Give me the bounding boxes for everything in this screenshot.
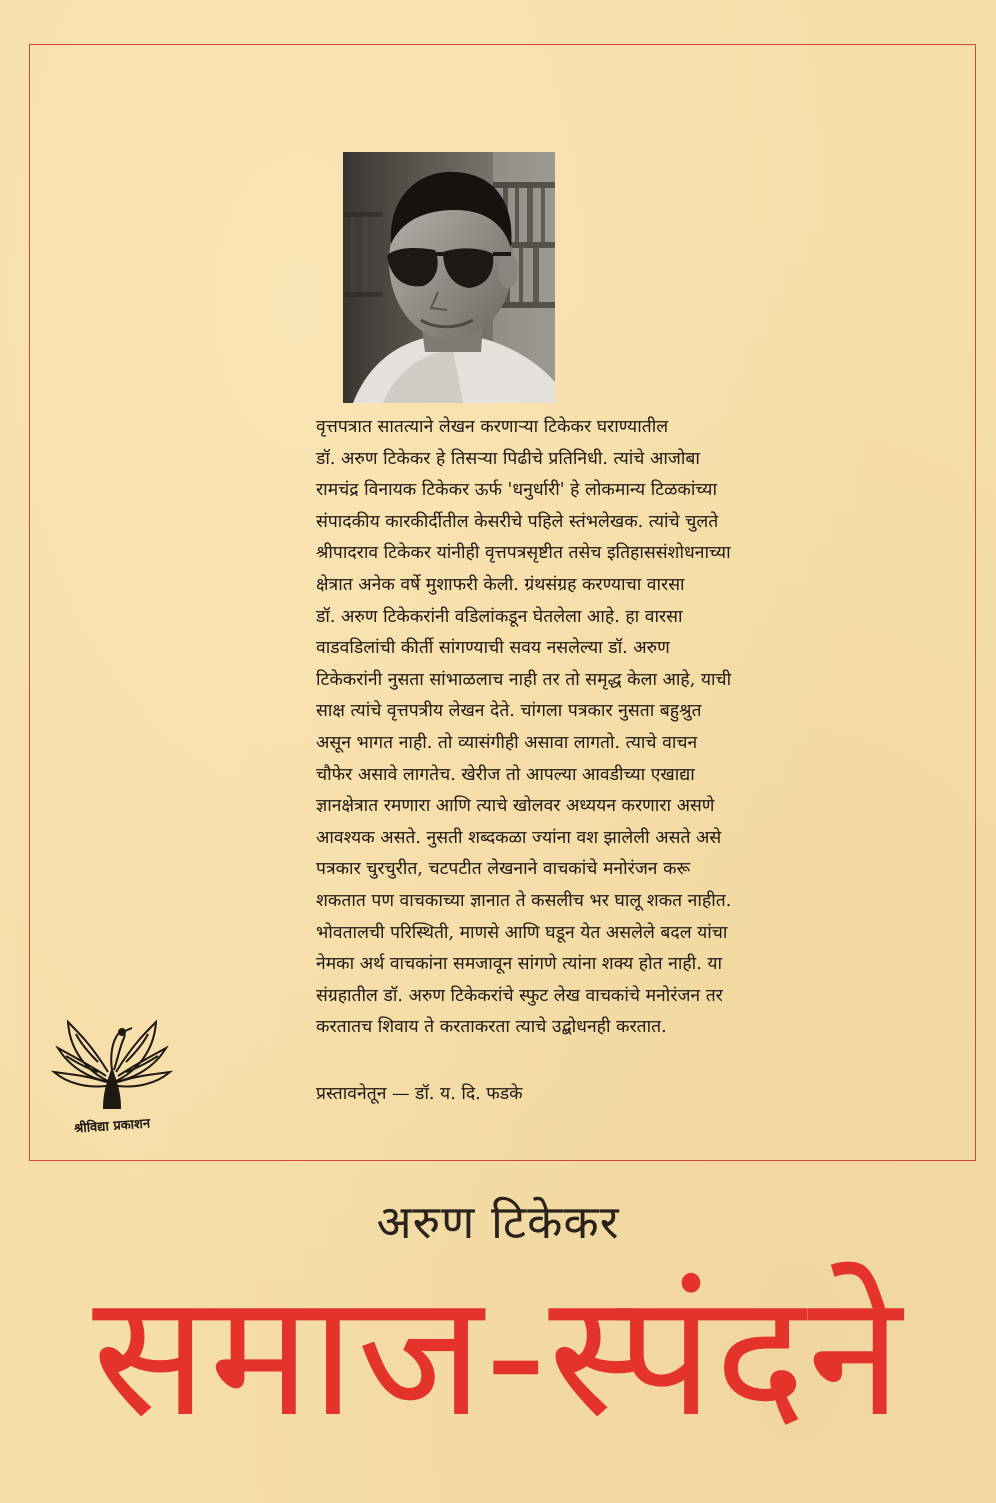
book-title: समाज-स्पंदने	[92, 1257, 904, 1455]
blurb-line: असून भागत नाही. तो व्यासंगीही असावा लागतो. त्याचे वाचन	[316, 732, 698, 753]
blurb-line: श्रीपादराव टिकेकर यांनीही वृत्तपत्रसृष्टीत तसेच इतिहाससंशोधनाच्या	[316, 543, 731, 564]
blurb-line: भोवतालची परिस्थिती, माणसे आणि घडून येत असलेले बदल यांचा	[316, 922, 728, 943]
blurb-line: साक्ष त्यांचे वृत्तपत्रीय लेखन देते. चांगला पत्रकार नुसता बहुश्रुत	[316, 701, 702, 722]
blurb-line: ज्ञानक्षेत्रात रमणारा आणि त्याचे खोलवर अध्ययन करणारा असणे	[316, 796, 715, 817]
author-photo	[343, 152, 555, 403]
blurb-line: पत्रकार चुरचुरीत, चटपटीत लेखनाने वाचकांचे मनोरंजन करू	[316, 859, 691, 880]
blurb-line: रामचंद्र विनायक टिकेकर ऊर्फ 'धनुर्धारी' हे लोकमान्य टिळकांच्या	[316, 480, 717, 501]
preface-credit: प्रस्तावनेतून — डॉ. य. दि. फडके	[316, 1084, 523, 1104]
blurb-line: डॉ. अरुण टिकेकर हे तिसऱ्या पिढीचे प्रतिनिधी. त्यांचे आजोबा	[316, 448, 700, 469]
blurb-line: संग्रहातील डॉ. अरुण टिकेकरांचे स्फुट लेख वाचकांचे मनोरंजन तर	[316, 985, 723, 1006]
blurb-line: डॉ. अरुण टिकेकरांनी वडिलांकडून घेतलेला आहे. हा वारसा	[316, 606, 683, 627]
blurb-line: नेमका अर्थ वाचकांना समजावून सांगणे त्यांना शक्य होत नाही. या	[316, 954, 723, 975]
blurb-line: करतातच शिवाय ते करताकरता त्याचे उद्बोधनही करतात.	[316, 1017, 667, 1038]
blurb-line: चौफेर असावे लागतेच. खेरीज तो आपल्या आवडीच्या एखाद्या	[316, 764, 695, 785]
blurb-line: वाडवडिलांची कीर्ती सांगण्याची सवय नसलेल्या डॉ. अरुण	[316, 638, 670, 659]
blurb-line: शकतात पण वाचकाच्या ज्ञानात ते कसलीच भर घालू शकत नाहीत.	[316, 890, 732, 911]
author-name: अरुण टिकेकर	[376, 1195, 620, 1249]
blurb-line: आवश्यक असते. नुसती शब्दकळा ज्यांना वश झालेली असते असे	[316, 827, 722, 848]
blurb-line: टिकेकरांनी नुसता सांभाळलाच नाही तर तो समृद्ध केला आहे, याची	[316, 669, 732, 690]
blurb-line: वृत्तपत्रात सातत्याने लेखन करणाऱ्या टिकेकर घराण्यातील	[316, 417, 669, 437]
blurb-line: संपादकीय कारकीर्दीतील केसरीचे पहिले स्तंभलेखक. त्यांचे चुलते	[316, 511, 719, 532]
blurb-line: क्षेत्रात अनेक वर्षे मुशाफरी केली. ग्रंथसंग्रह करण्याचा वारसा	[316, 574, 685, 595]
author-blurb	[316, 412, 876, 1044]
publisher-name: श्रीविद्या प्रकाशन	[73, 1116, 151, 1137]
